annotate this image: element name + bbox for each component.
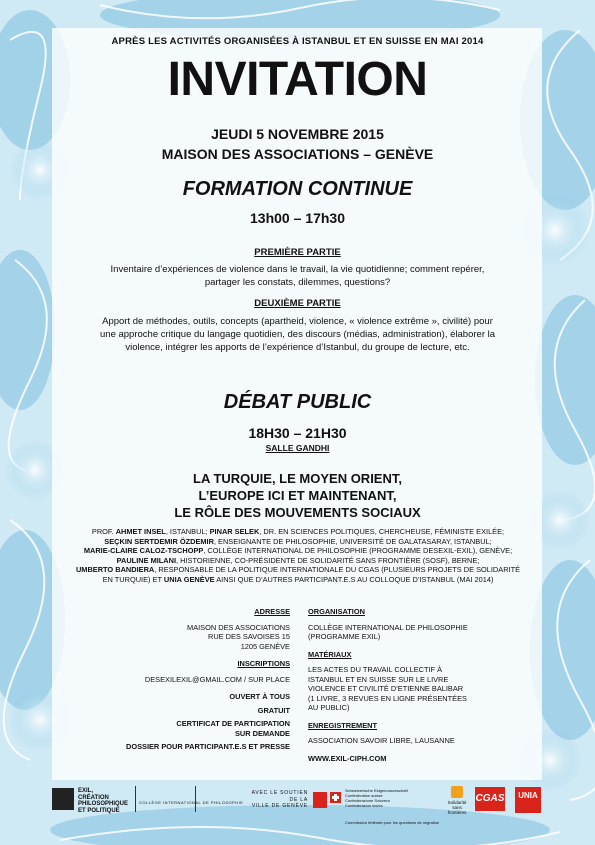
sosf-text: frontières [447,810,467,815]
topic-line-2: L’EUROPE ICI ET MAINTENANT, [198,488,397,503]
materiaux-line: VIOLENCE ET CIVILITÉ D’ETIENNE BALIBAR [308,684,464,693]
speaker-desc: , HISTORIENNE, CO-PRÉSIDENTE DE SOLIDARITÉ SANS FRONTIÈRE (SOSF), BERNE; [176,555,480,565]
debat-time: 18H30 – 21H30 [248,425,347,441]
exil-logo-mark [52,788,74,810]
materiaux-label: MATÉRIAUX [308,649,352,659]
organisation-line: (PROGRAMME EXIL) [308,632,381,641]
formation-heading: FORMATION CONTINUE [182,178,413,200]
speaker-desc: EN TURQUIE) ET [102,574,164,584]
speaker-desc: , ENSEIGNANTE DE PHILOSOPHIE, UNIVERSITÉ DE GALATASARAY, ISTANBUL; [213,536,492,546]
ciph-logo-text: COLLÈGE INTERNATIONAL DE PHILOSOPHIE [139,800,244,805]
inscriptions-label: INSCRIPTIONS [237,659,290,668]
sosf-text: Solidarité [447,800,467,805]
confed-text: Confederaziun svizra [345,803,383,808]
kicker-text: APRÈS LES ACTIVITÉS ORGANISÉES À ISTANBUL ET EN SUISSE EN MAI 2014 [111,36,484,47]
geneve-crest-icon [313,792,327,808]
debat-heading: DÉBAT PUBLIC [223,391,372,413]
gratuit-text: GRATUIT [257,705,290,715]
event-date: JEUDI 5 NOVEMBRE 2015 [211,126,384,142]
sosf-text: sans [452,805,462,810]
speaker-name: PINAR SELEK [209,527,260,536]
adresse-line: MAISON DES ASSOCIATIONS [187,622,290,632]
materiaux-line: (1 LIVRE, 3 REVUES EN LIGNE PRÉSENTÉES [308,693,467,703]
enregistrement-text: ASSOCIATION SAVOIR LIBRE, LAUSANNE [308,736,455,745]
confederation-logo [345,788,440,825]
swiss-cross-icon [330,792,341,803]
exil-logo-text: CRÉATION [78,794,109,801]
speaker-desc: , RESPONSABLE DE LA POLITIQUE INTERNATIONALE DU CGAS (PLUSIEURS PROJETS DE SOLIDARITÉ [154,565,521,575]
certificat-text: SUR DEMANDE [234,728,290,738]
part1-text: Inventaire d’expériences de violence dans le travail, la vie quotidienne; comment repérer, partager les constats, dilemmes, questions? [110,264,485,288]
adresse-label: ADRESSE [254,607,290,616]
unia-logo: UNIA [515,787,541,813]
sosf-logo-mark [451,786,463,798]
exil-logo-text: ET POLITIQUE [78,807,120,814]
speakers-list [48,527,548,585]
topic-line-1: LA TURQUIE, LE MOYEN ORIENT, [193,471,402,486]
event-venue: MAISON DES ASSOCIATIONS – GENÈVE [161,146,434,162]
speaker-name: AHMET INSEL [115,527,166,536]
speaker-name: UMBERTO BANDIERA [75,565,155,575]
ciph-logo [135,786,244,812]
adresse-line: 1205 GENÈVE [240,641,290,651]
cgas-logo: CGAS [475,787,505,811]
sosf-logo [445,786,469,815]
certificat-text: CERTIFICAT DE PARTICIPATION [176,719,290,728]
website-link[interactable]: WWW.EXIL-CIPH.COM [308,753,387,763]
speaker-desc: , DR. EN SCIENCES POLITIQUES, CHERCHEUSE, FÉMINISTE EXILÉE; [259,527,505,536]
part1-title: PREMIÈRE PARTIE [254,247,341,258]
commission-text: Commission fédérale pour les questions de migration [345,820,440,825]
enregistrement-label: ENREGISTREMENT [308,720,377,730]
dossier-text: DOSSIER POUR PARTICIPANT.E.S ET PRESSE [126,742,290,751]
confed-text: Confederazione Svizzera [345,798,390,803]
formation-time: 13h00 – 17h30 [250,210,345,226]
speaker-prefix: PROF. [91,527,116,536]
speaker-name: UNIA GENÈVE [163,574,215,584]
inscriptions-text: DESEXILEXIL@GMAIL.COM / SUR PLACE [144,674,290,684]
info-right-column [308,607,508,763]
page-title: INVITATION [167,53,428,106]
ouvert-text: OUVERT À TOUS [229,692,290,701]
sponsor-logos [0,782,595,832]
speaker-name: PAULINE MILANI [116,555,177,565]
exil-logo-text: PHILOSOPHIQUE [78,801,129,807]
organisation-line: COLLÈGE INTERNATIONAL DE PHILOSOPHIE [308,622,468,632]
confed-text: Schweizerische Eidgenossenschaft [345,788,408,793]
debat-room: SALLE GANDHI [265,443,330,453]
geneve-support-logo [243,790,308,810]
materiaux-line: AU PUBLIC) [308,703,350,712]
materiaux-line: LES ACTES DU TRAVAIL COLLECTIF À [308,665,443,674]
speaker-desc: , ISTANBUL; [165,527,210,536]
event-date-block [0,124,595,164]
topic-line-3: LE RÔLE DES MOUVEMENTS SOCIAUX [174,505,421,520]
info-left-column [120,607,290,752]
adresse-line: RUE DES SAVOISES 15 [207,632,290,641]
part2-text: Apport de méthodes, outils, concepts (apartheid, violence, « violence extrême », civilité) pour une approche critique du langage quotidien, des discours (médias, administration), élaborer la violence, intégrer les apports de l’expérience d’Istanbul, du groupe de lecture, etc. [100,316,496,353]
debat-topics [0,470,595,521]
speaker-desc: , COLLÈGE INTERNATIONAL DE PHILOSOPHIE (PROGRAMME DESEXIL-EXIL), GENÈVE; [203,546,513,556]
geneve-text: DE LA [289,796,308,803]
speaker-desc: AINSI QUE D’AUTRES PARTICIPANT.E.S AU COLLOQUE D’ISTANBUL (MAI 2014) [214,574,494,584]
part2-title: DEUXIÈME PARTIE [254,298,341,309]
confed-text: Confédération suisse [345,793,383,798]
materiaux-line: ISTANBUL ET EN SUISSE SUR LE LIVRE [308,674,449,684]
speaker-name: MARIE-CLAIRE CALOZ-TSCHOPP [83,546,204,556]
organisation-label: ORGANISATION [308,607,365,616]
geneve-text: VILLE DE GENÈVE [251,803,308,809]
exil-logo-text: EXIL, [78,788,94,794]
geneve-text: AVEC LE SOUTIEN [251,790,308,796]
speaker-name: SEÇKIN SERTDEMIR ÖZDEMIR [104,536,214,546]
